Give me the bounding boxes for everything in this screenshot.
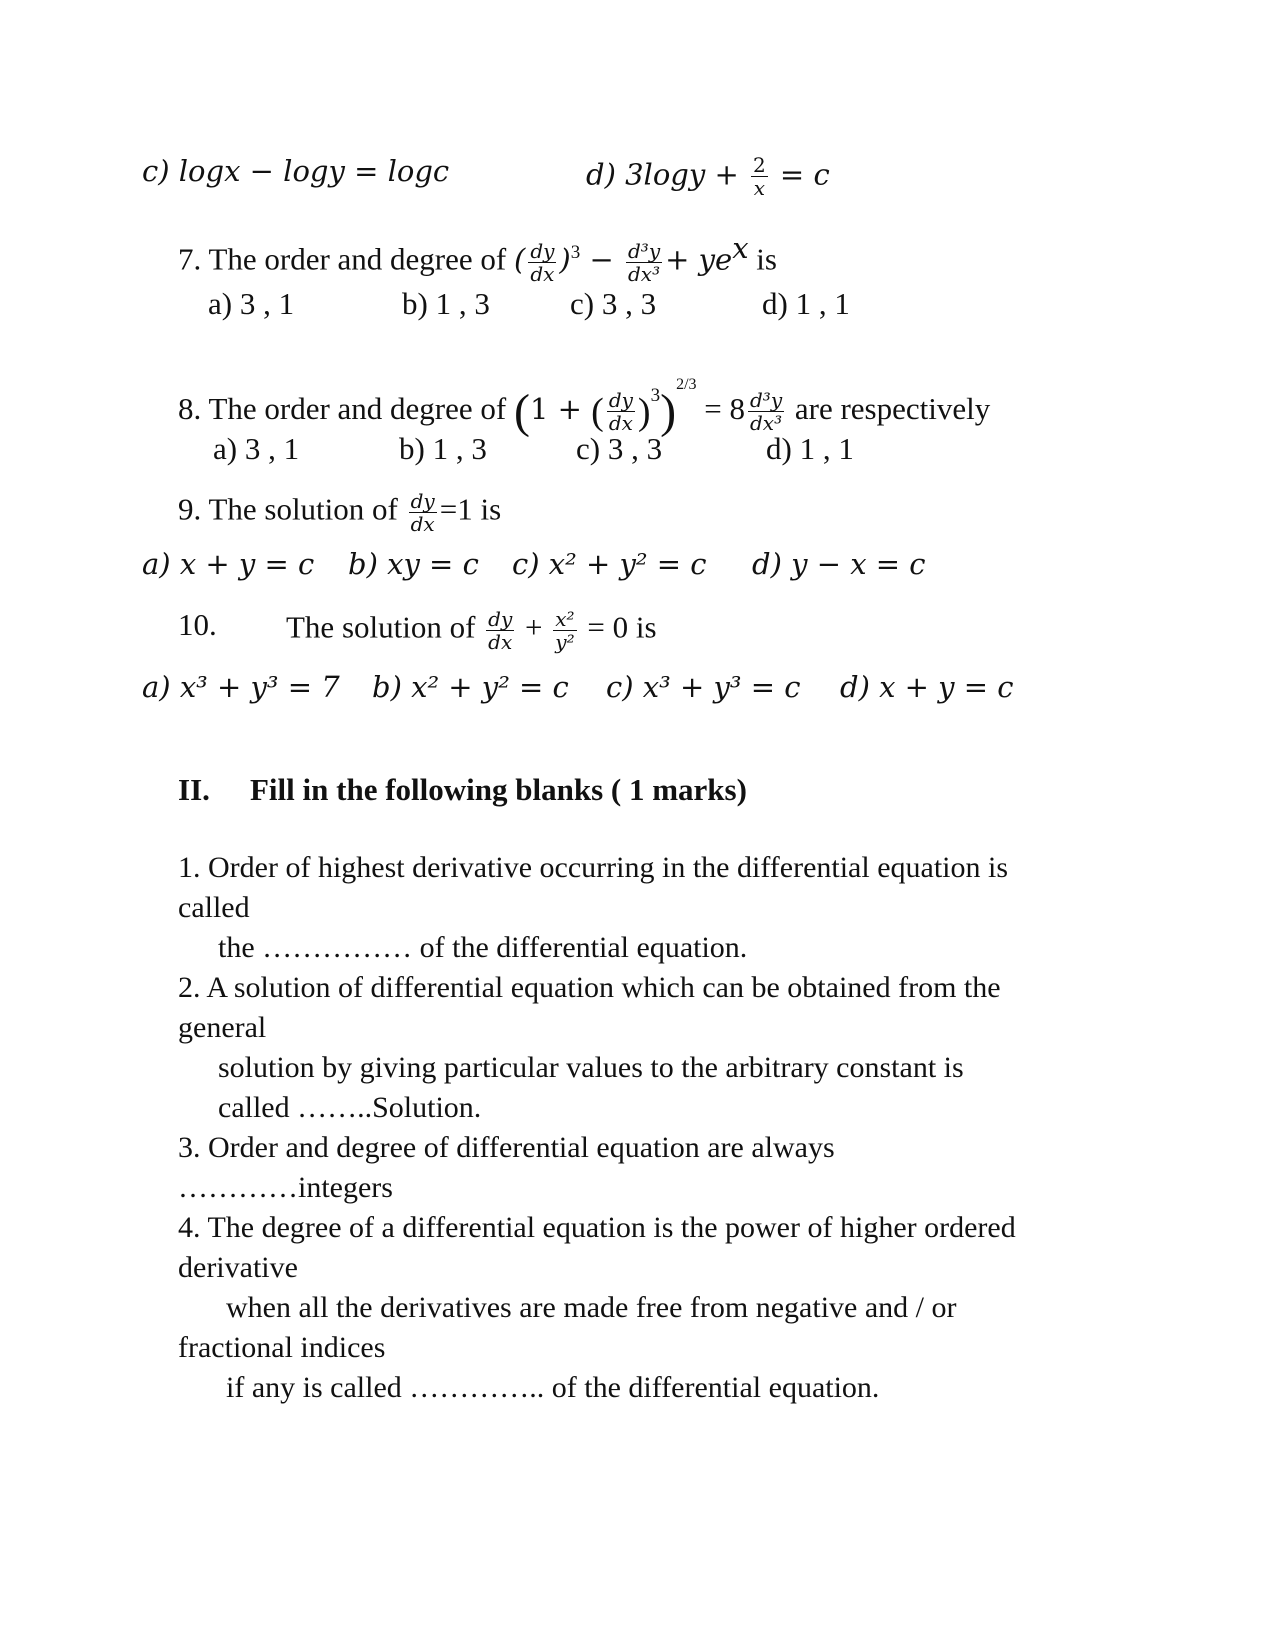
- q9-option-a: a) x + y = c: [142, 547, 315, 581]
- fraction: $\frac{\text{d³y}}{\text{dx³}}$: [750, 388, 783, 436]
- blank-2-line-3: solution by giving particular values to the arbitrary constant is: [218, 1051, 964, 1084]
- q6-option-d: d) 3logy + $\frac{2}{x}$ = c: [586, 153, 830, 200]
- q8-option-a: a) 3 , 1: [213, 431, 300, 466]
- q10-option-d: d) x + y = c: [840, 670, 1014, 704]
- q7-option-c: c) 3 , 3: [570, 286, 657, 321]
- blank-3-line-2: …………integers: [178, 1171, 393, 1204]
- fraction: $\frac{dy}{dx}$: [488, 607, 513, 654]
- blank-2-line-4: called ……..Solution.: [218, 1091, 482, 1124]
- blank-4-line-5: if any is called ………….. of the differential equation.: [226, 1371, 880, 1404]
- blank-1-line-2: called: [178, 891, 250, 924]
- blank-4-line-2: derivative: [178, 1251, 298, 1284]
- blank-1-line-1: 1. Order of highest derivative occurring in the differential equation is: [178, 851, 1009, 884]
- q8-option-b: b) 1 , 3: [399, 431, 487, 466]
- question-10: The solution of $\frac{dy}{dx}$ + $\frac{\text{x²}}{\text{y²}}$ = 0 is: [286, 607, 657, 654]
- q8-option-c: c) 3 , 3: [576, 431, 663, 466]
- question-8: 8. The order and degree of (1 + ( $\frac{dy}{dx}$ )$^3$)$^{2/3}$ = 8 $\frac{\text{d³y}}{\text{dx³}}$ are respectively: [178, 376, 991, 438]
- question-7: 7. The order and degree of ( $\frac{dy}{dx}$ )$^3$ − $\frac{\text{d³y}}{\text{dx³}}$ + $ye^x$ is: [178, 231, 777, 286]
- q9-option-d: d) y − x = c: [752, 547, 926, 581]
- q10-option-b: b) x² + y² = c: [372, 670, 569, 704]
- blank-1-line-3: the …………… of the differential equation.: [218, 931, 748, 964]
- blank-4-line-1: 4. The degree of a differential equation is the power of higher ordered: [178, 1211, 1016, 1244]
- section-numeral: II.: [178, 772, 210, 807]
- blank-2-line-2: general: [178, 1011, 267, 1044]
- q7-option-b: b) 1 , 3: [402, 286, 490, 321]
- blank-4-line-3: when all the derivatives are made free from negative and / or: [226, 1291, 957, 1324]
- q10-option-c: c) x³ + y³ = c: [606, 670, 801, 704]
- q10-number: 10.: [178, 607, 217, 642]
- section-heading: Fill in the following blanks ( 1 marks): [250, 772, 747, 807]
- fraction: $\frac{dy}{dx}$: [608, 388, 633, 436]
- q6-option-c: c) logx − logy = logc: [142, 154, 450, 188]
- fraction: $\frac{\text{x²}}{\text{y²}}$: [555, 607, 575, 654]
- blank-2-line-1: 2. A solution of differential equation which can be obtained from the: [178, 971, 1001, 1004]
- q8-option-d: d) 1 , 1: [766, 431, 854, 466]
- q9-option-b: b) xy = c: [348, 547, 479, 581]
- q7-option-a: a) 3 , 1: [208, 286, 295, 321]
- q10-option-a: a) x³ + y³ = 7: [142, 670, 340, 704]
- blank-4-line-4: fractional indices: [178, 1331, 386, 1364]
- q9-option-c: c) x² + y² = c: [512, 547, 707, 581]
- fraction: $\frac{2}{x}$: [752, 153, 766, 200]
- fraction: $\frac{dy}{dx}$: [530, 238, 555, 286]
- question-9: 9. The solution of $\frac{dy}{dx}$ =1 is: [178, 489, 502, 536]
- fraction: $\frac{\text{d³y}}{\text{dx³}}$: [628, 238, 661, 286]
- fraction: $\frac{dy}{dx}$: [410, 489, 435, 536]
- blank-3-line-1: 3. Order and degree of differential equation are always: [178, 1131, 835, 1164]
- q7-option-d: d) 1 , 1: [762, 286, 850, 321]
